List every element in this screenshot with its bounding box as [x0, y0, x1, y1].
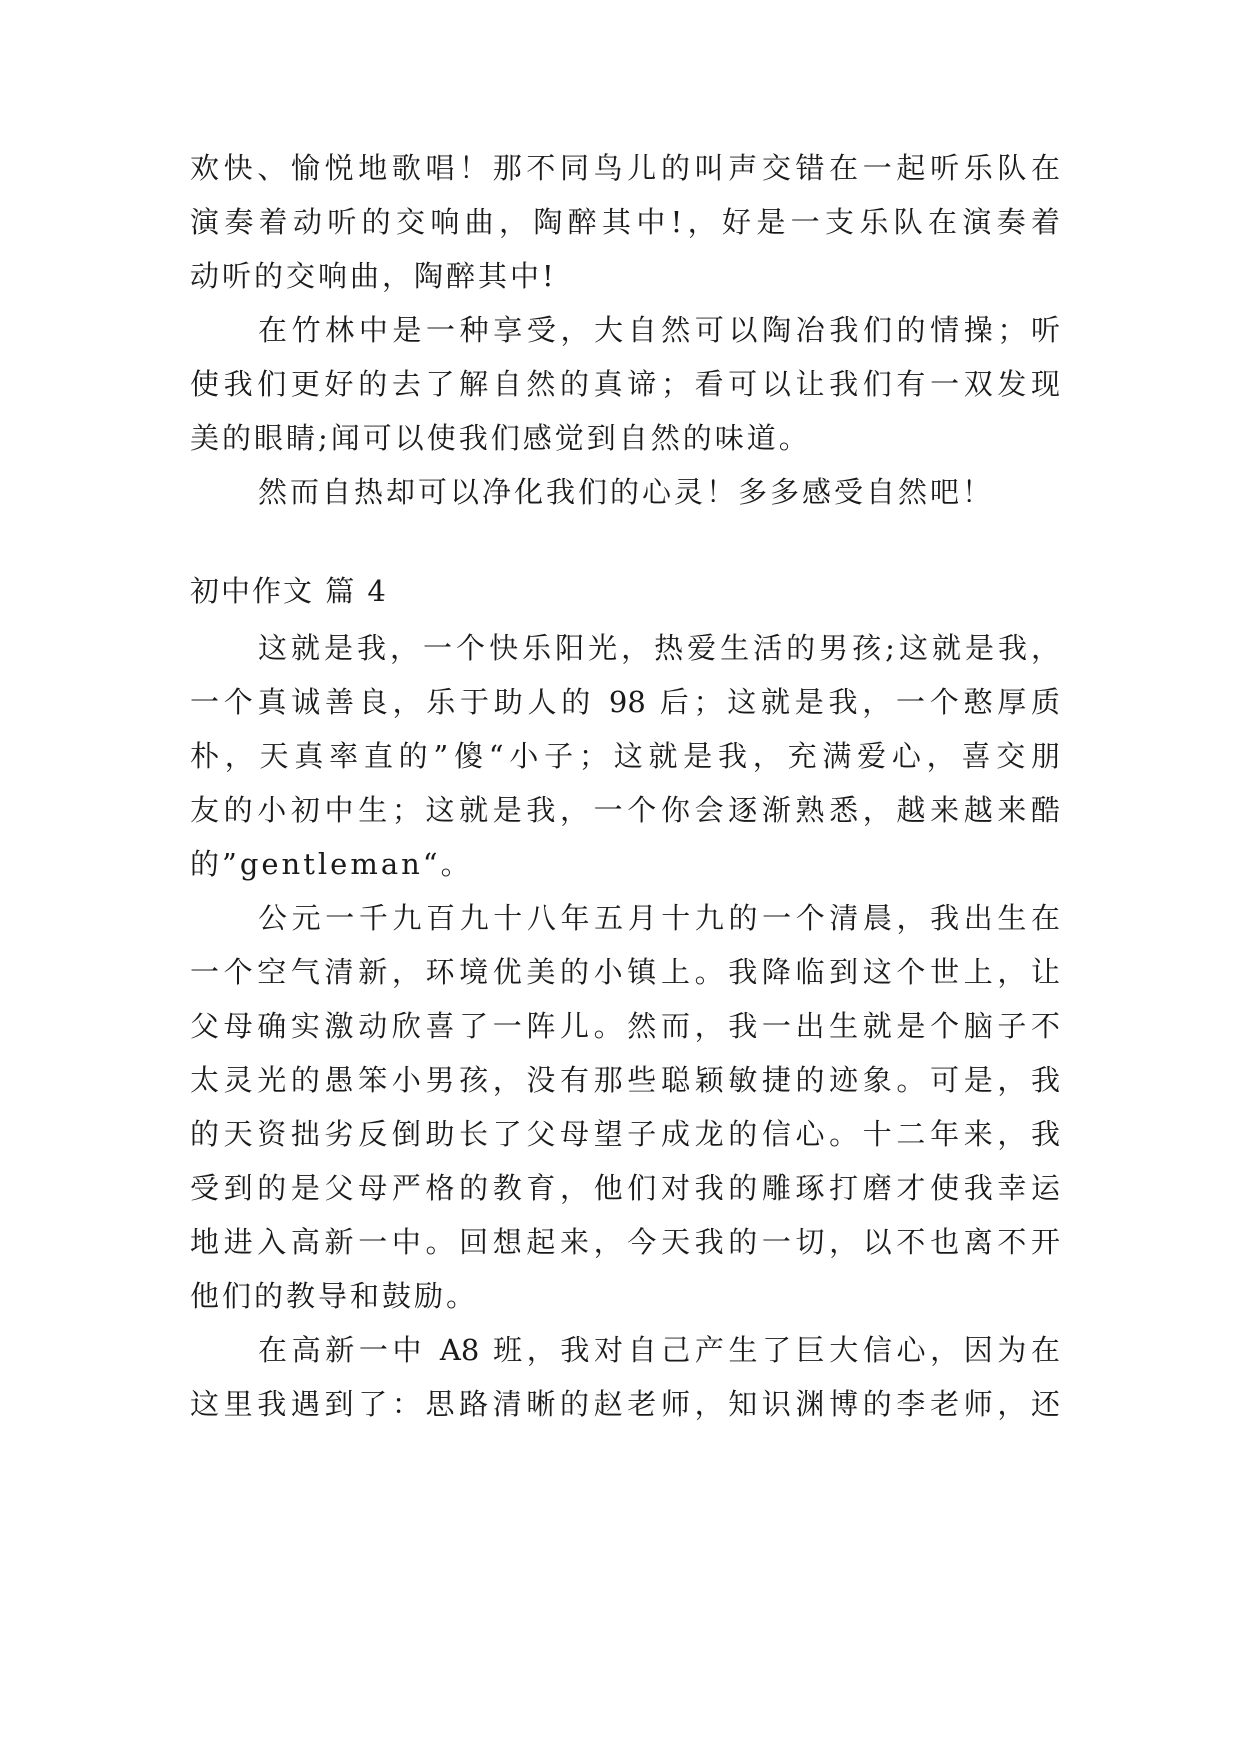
- paragraph-line: 公元一千九百九十八年五月十九的一个清晨，我出生在: [258, 901, 1060, 935]
- paragraph-line: 在高新一中 A8 班，我对自己产生了巨大信心，因为在: [258, 1333, 1060, 1367]
- paragraph-line: 然而自热却可以净化我们的心灵！多多感受自然吧！: [258, 475, 995, 509]
- paragraph-line: 这里我遇到了：思路清晰的赵老师，知识渊博的李老师，还: [190, 1387, 1060, 1421]
- paragraph-line: 受到的是父母严格的教育，他们对我的雕琢打磨才使我幸运: [190, 1171, 1060, 1205]
- paragraph-line: 的”gentleman“。: [190, 847, 473, 881]
- paragraph-line: 演奏着动听的交响曲，陶醉其中!，好是一支乐队在演奏着: [190, 205, 1060, 239]
- paragraph-line: 一个空气清新，环境优美的小镇上。我降临到这个世上，让: [190, 955, 1060, 989]
- paragraph-line: 美的眼睛;闻可以使我们感觉到自然的味道。: [190, 421, 811, 455]
- paragraph-line: 地进入高新一中。回想起来，今天我的一切，以不也离不开: [190, 1225, 1060, 1259]
- paragraph-line: 一个真诚善良，乐于助人的 98 后；这就是我，一个憨厚质: [190, 685, 1060, 719]
- paragraph-line: 使我们更好的去了解自然的真谛；看可以让我们有一双发现: [190, 367, 1060, 401]
- paragraph-line: 这就是我，一个快乐阳光，热爱生活的男孩;这就是我，: [258, 631, 1060, 665]
- paragraph-line: 的天资拙劣反倒助长了父母望子成龙的信心。十二年来，我: [190, 1117, 1060, 1151]
- paragraph-line: 友的小初中生；这就是我，一个你会逐渐熟悉，越来越来酷: [190, 793, 1060, 827]
- paragraph-line: 他们的教导和鼓励。: [190, 1279, 479, 1313]
- paragraph-line: 父母确实激动欣喜了一阵儿。然而，我一出生就是个脑子不: [190, 1009, 1060, 1043]
- paragraph-line: 朴，天真率直的”傻“小子；这就是我，充满爱心，喜交朋: [190, 739, 1060, 773]
- paragraph-line: 欢快、愉悦地歌唱！那不同鸟儿的叫声交错在一起听乐队在: [190, 151, 1060, 185]
- paragraph-line: 动听的交响曲，陶醉其中!: [190, 259, 557, 293]
- paragraph-line: 在竹林中是一种享受，大自然可以陶冶我们的情操；听: [258, 313, 1060, 347]
- paragraph-line: 太灵光的愚笨小男孩，没有那些聪颖敏捷的迹象。可是，我: [190, 1063, 1060, 1097]
- section-title: 初中作文 篇 4: [190, 574, 388, 608]
